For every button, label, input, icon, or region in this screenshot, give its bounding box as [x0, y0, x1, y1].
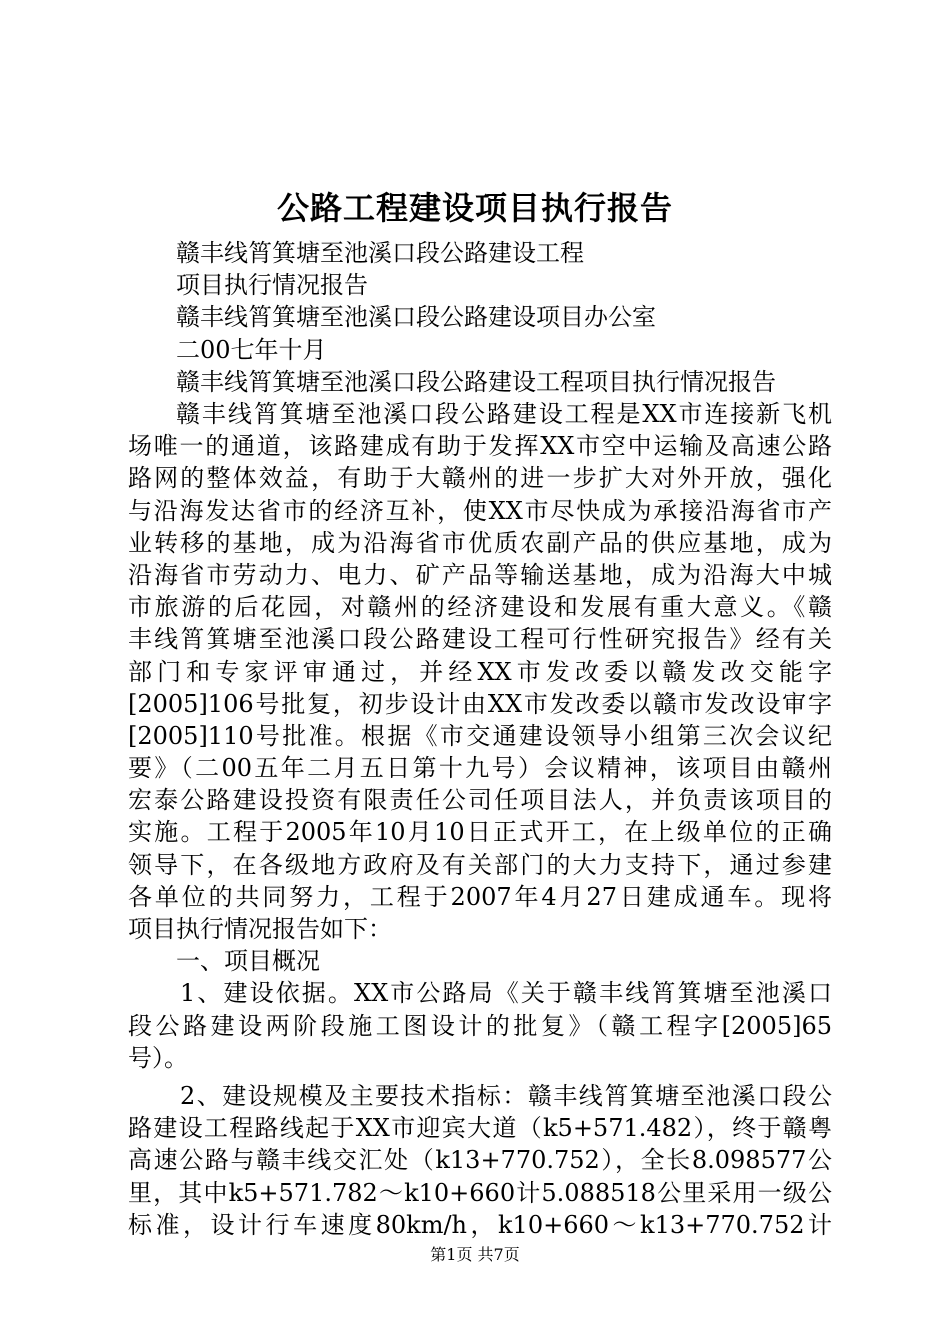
- paragraph-line: 段公路建设两阶段施工图设计的批复》（赣工程字[2005]65: [128, 1011, 832, 1040]
- paragraph-line: 高速公路与赣丰线交汇处（k13+770.752），全长8.098577公: [128, 1146, 832, 1175]
- paragraph-line: 业转移的基地，成为沿海省市优质农副产品的供应基地，成为: [128, 528, 832, 557]
- paragraph-line: 沿海省市劳动力、电力、矿产品等输送基地，成为沿海大中城: [128, 560, 832, 589]
- paragraph-line-last: 号）。: [128, 1043, 188, 1072]
- paragraph-line: 领导下，在各级地方政府及有关部门的大力支持下，通过参建: [128, 850, 832, 879]
- paragraph-line: 1、建设依据。XX市公路局《关于赣丰线筲箕塘至池溪口: [180, 979, 832, 1008]
- paragraph-line: 路网的整体效益，有助于大赣州的进一步扩大对外开放，强化: [128, 464, 832, 493]
- subtitle-date: 二00七年十月: [176, 335, 327, 364]
- paragraph-line: 丰线筲箕塘至池溪口段公路建设工程可行性研究报告》经有关: [128, 625, 832, 654]
- paragraph-line: 2、建设规模及主要技术指标：赣丰线筲箕塘至池溪口段公: [180, 1082, 832, 1110]
- section-heading-overview: 一、项目概况: [176, 947, 320, 976]
- paragraph-line-last: 项目执行情况报告如下：: [128, 915, 392, 944]
- paragraph-line: 实施。工程于2005年10月10日正式开工，在上级单位的正确: [128, 818, 832, 847]
- paragraph-line: 与沿海发达省市的经济互补，使XX市尽快成为承接沿海省市产: [128, 496, 832, 525]
- paragraph-line: 部门和专家评审通过，并经XX市发改委以赣发改交能字: [128, 657, 832, 686]
- section-heading: 赣丰线筲箕塘至池溪口段公路建设工程项目执行情况报告: [176, 367, 776, 396]
- paragraph-line: 里，其中k5+571.782～k10+660计5.088518公里采用一级公: [128, 1178, 832, 1207]
- paragraph-line: [2005]110号批准。根据《市交通建设领导小组第三次会议纪: [128, 721, 832, 750]
- paragraph-line: 标准，设计行车速度80km/h，k10+660～k13+770.752计: [128, 1210, 832, 1239]
- page-footer: 第1页 共7页: [430, 1245, 520, 1264]
- paragraph-line: [2005]106号批复，初步设计由XX市发改委以赣市发改设审字: [128, 689, 832, 718]
- paragraph-line: 场唯一的通道，该路建成有助于发挥XX市空中运输及高速公路: [128, 432, 832, 461]
- subtitle-report-name: 项目执行情况报告: [176, 271, 368, 300]
- paragraph-line: 要》（二00五年二月五日第十九号）会议精神，该项目由赣州: [128, 754, 832, 783]
- subtitle-office: 赣丰线筲箕塘至池溪口段公路建设项目办公室: [176, 303, 656, 332]
- paragraph-line: 赣丰线筲箕塘至池溪口段公路建设工程是XX市连接新飞机: [176, 400, 832, 429]
- paragraph-line: 宏泰公路建设投资有限责任公司任项目法人，并负责该项目的: [128, 786, 832, 815]
- paragraph-line: 市旅游的后花园，对赣州的经济建设和发展有重大意义。《赣: [128, 593, 832, 622]
- document-title: 公路工程建设项目执行报告: [276, 189, 673, 227]
- paragraph-line: 路建设工程路线起于XX市迎宾大道（k5+571.482），终于赣粤: [128, 1114, 832, 1143]
- paragraph-line: 各单位的共同努力，工程于2007年4月27日建成通车。现将: [128, 882, 832, 911]
- subtitle-project-name: 赣丰线筲箕塘至池溪口段公路建设工程: [176, 239, 584, 267]
- document-body: [128, 237, 832, 1241]
